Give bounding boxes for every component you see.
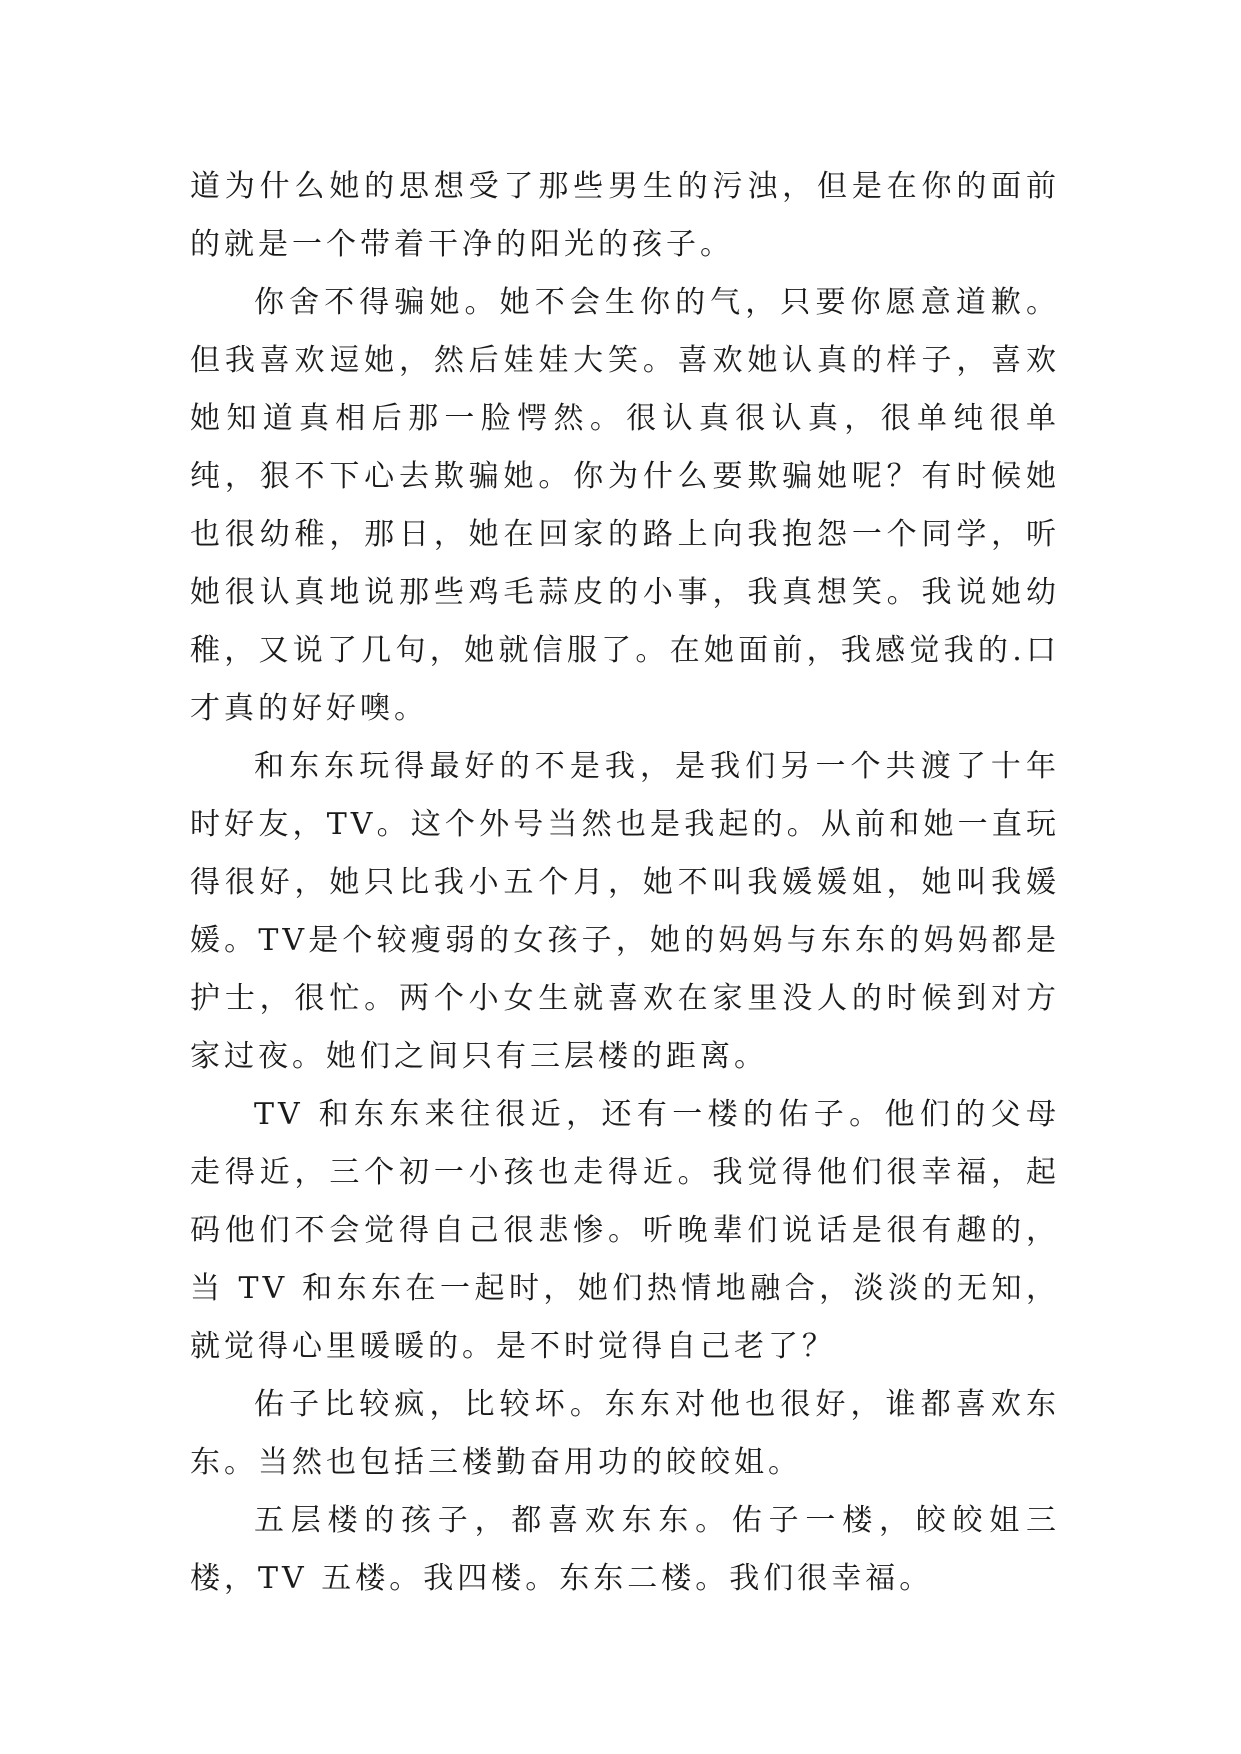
document-body xyxy=(190,158,1060,1608)
paragraph-2: 你舍不得骗她。她不会生你的气，只要你愿意道歉。但我喜欢逗她，然后娃娃大笑。喜欢她认真的样子，喜欢她知道真相后那一脸愕然。很认真很认真，很单纯很单纯，狠不下心去欺骗她。你为什么要欺骗她呢？有时候她也很幼稚，那日，她在回家的路上向我抱怨一个同学，听她很认真地说那些鸡毛蒜皮的小事，我真想笑。我说她幼稚，又说了几句，她就信服了。在她面前，我感觉我的.口才真的好好噢。 xyxy=(190,285,1060,726)
paragraph-1: 道为什么她的思想受了那些男生的污浊，但是在你的面前的就是一个带着干净的阳光的孩子。 xyxy=(190,169,1060,262)
paragraph-3: 和东东玩得最好的不是我，是我们另一个共渡了十年时好友，TV。这个外号当然也是我起的。从前和她一直玩得很好，她只比我小五个月，她不叫我媛媛姐，她叫我媛媛。TV是个较瘦弱的女孩子，她的妈妈与东东的妈妈都是护士，很忙。两个小女生就喜欢在家里没人的时候到对方家过夜。她们之间只有三层楼的距离。 xyxy=(190,749,1060,1074)
paragraph-4: TV 和东东来往很近，还有一楼的佑子。他们的父母走得近，三个初一小孩也走得近。我觉得他们很幸福，起码他们不会觉得自己很悲惨。听晚辈们说话是很有趣的，当 TV 和东东在一起时，她们热情地融合，淡淡的无知，就觉得心里暖暖的。是不时觉得自己老了？ xyxy=(190,1097,1060,1364)
paragraph-5: 佑子比较疯，比较坏。东东对他也很好，谁都喜欢东东。当然也包括三楼勤奋用功的皎皎姐。 xyxy=(190,1387,1060,1480)
paragraph-6: 五层楼的孩子，都喜欢东东。佑子一楼，皎皎姐三楼，TV 五楼。我四楼。东东二楼。我们很幸福。 xyxy=(190,1503,1060,1596)
